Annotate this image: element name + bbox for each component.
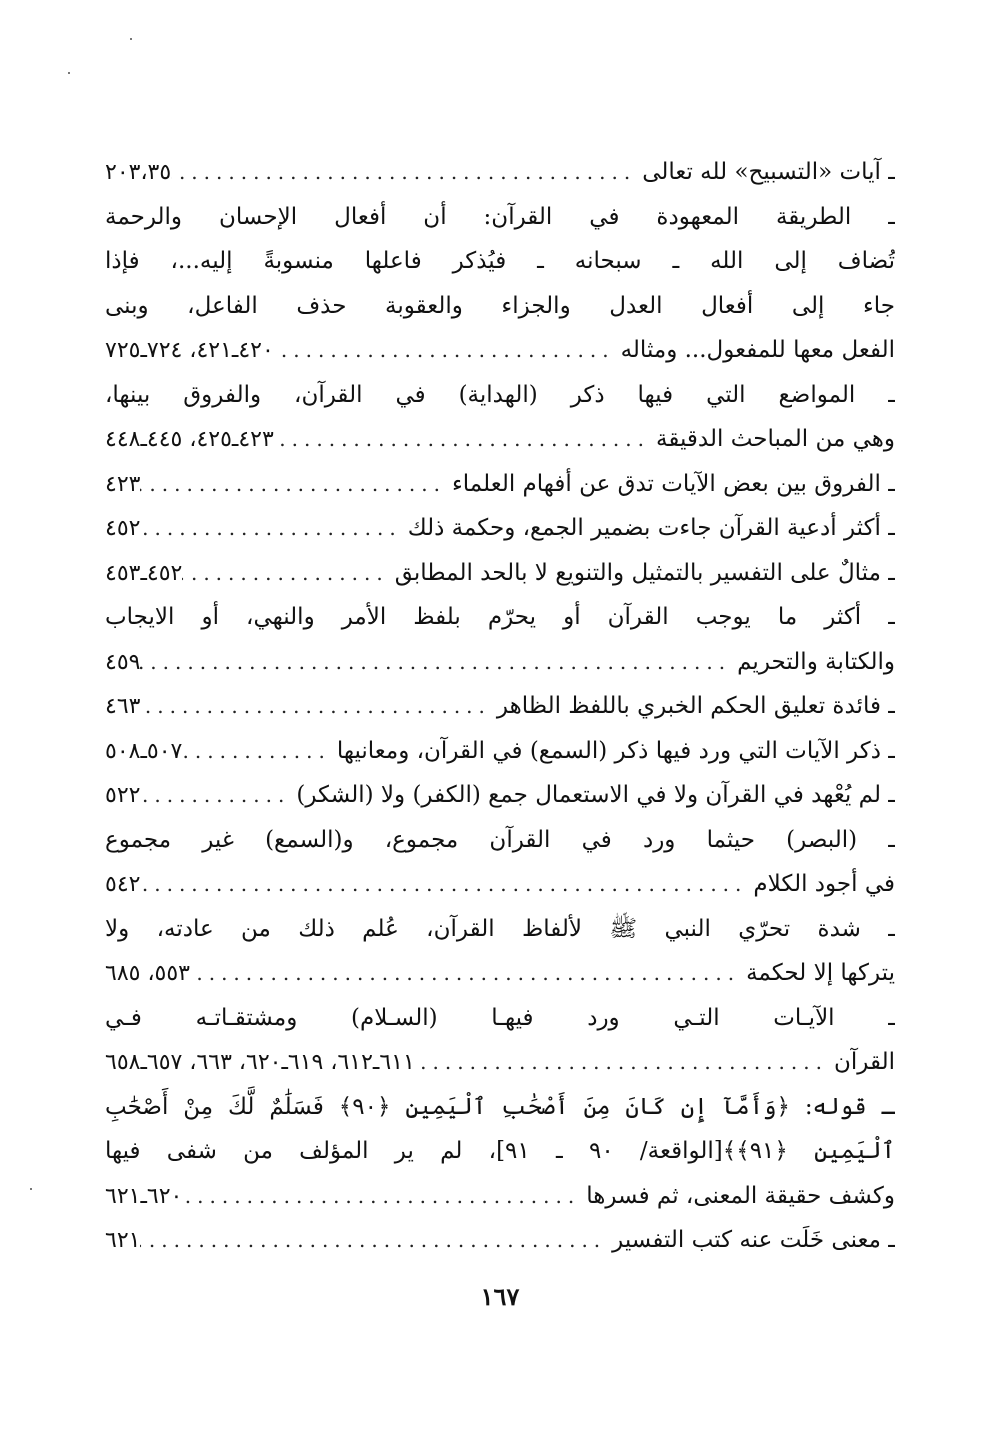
entry-text: والكتابة والتحريم <box>737 648 895 675</box>
dot-leader <box>140 506 407 551</box>
dot-leader <box>140 773 296 818</box>
index-entry-line <box>105 506 895 551</box>
entry-text: القرآن <box>833 1049 895 1075</box>
entry-text: ـ الطريقة المعهودة في القرآن: أن أفعال الإحسان والرحمة <box>105 203 895 230</box>
entry-text: وهي من المباحث الدقيقة <box>656 426 895 452</box>
page-number: ١٦٧ <box>480 1282 520 1311</box>
entry-text: وكشف حقيقة المعنى، ثم فسرها <box>586 1182 895 1209</box>
dot-leader <box>182 551 394 596</box>
page-references: ٤٢٣ <box>105 471 141 497</box>
entry-text: ـ أكثر ما يوجب القرآن أو يحرّم بلفظ الأمر والنهي، أو الايجاب <box>105 604 895 630</box>
page-references: ٦٢٠ـ٦٢١ <box>105 1183 183 1209</box>
index-entry-line <box>105 1129 895 1174</box>
index-entry-line <box>105 373 895 418</box>
entry-text: ـ شدة تحرّي النبي ﷺ لألفاظ القرآن، عُلم ذلك من عادته، ولا <box>105 915 895 942</box>
dot-leader <box>182 729 336 774</box>
index-entry-line <box>105 150 895 195</box>
page-references: ٢٠٣،٣٥ <box>105 160 172 185</box>
entry-text: ـ أكثر أدعية القرآن جاءت بضمير الجمع، وحكمة ذلك <box>407 515 895 541</box>
entry-text: ـ مثالٌ على التفسير بالتمثيل والتنويع لا بالحد المطابق <box>394 559 895 586</box>
entry-text: في أجود الكلام <box>753 871 895 897</box>
index-entry-line <box>105 551 895 596</box>
page-references: ٤٦٣ <box>105 694 141 719</box>
dot-leader <box>140 462 452 507</box>
index-entry-line <box>105 284 895 329</box>
index-entry-line <box>105 462 895 507</box>
index-entry-line <box>105 996 895 1041</box>
entry-text: الفعل معها للمفعول... ومثاله <box>620 337 895 363</box>
page-references: ٤٥٩ <box>105 649 141 675</box>
scan-speck <box>68 72 70 74</box>
entry-text: ـ فائدة تعليق الحكم الخبري باللفظ الظاهر <box>496 693 895 719</box>
entry-text: ـ المواضع التي فيها ذكر (الهداية) في القرآن، والفروق بينها، <box>105 381 895 408</box>
index-entry-line <box>105 1085 895 1130</box>
index-entry-line <box>105 1174 895 1219</box>
dot-leader <box>140 862 753 907</box>
page-references: ٦٢١ <box>105 1228 141 1253</box>
dot-leader <box>415 1040 834 1085</box>
entry-text: ٱلْيَمِينِ ﴿٩١﴾﴾[الواقعة/ ٩٠ ـ ٩١]، لم ير المؤلف من شفى فيها <box>105 1138 895 1164</box>
entry-text: ـ الفروق بين بعض الآيات تدق عن أفهام العلماء <box>451 470 895 497</box>
dot-leader <box>182 1174 586 1219</box>
index-entry-line <box>105 729 895 774</box>
index-entry-line <box>105 239 895 284</box>
entry-text: ـ ذكر الآيات التي ورد فيها ذكر (السمع) في القرآن، ومعانيها <box>336 737 895 764</box>
page-references: ٥٥٣، ٦٨٥ <box>105 961 190 986</box>
dot-leader <box>140 1218 612 1263</box>
page-references: ٤٢٣ـ٤٢٥، ٤٤٥ـ٤٤٨ <box>105 427 274 452</box>
dot-leader <box>140 684 496 729</box>
index-entry-line <box>105 862 895 907</box>
index-entry-line <box>105 1040 895 1085</box>
entry-text: ـ معنى خَلَت عنه كتب التفسير <box>612 1227 895 1253</box>
index-entry-line <box>105 640 895 685</box>
dot-leader <box>171 150 642 195</box>
dot-leader <box>190 951 746 996</box>
entry-text: ـ آيات «التسبيح» لله تعالى <box>642 159 895 185</box>
index-entry-line <box>105 595 895 640</box>
index-entry-line <box>105 773 895 818</box>
entry-text: جاء إلى أفعال العدل والجزاء والعقوبة حذف الفاعل، وبنى <box>105 292 895 319</box>
dot-leader <box>140 640 737 685</box>
page-references: ٥٤٢ <box>105 872 141 897</box>
index-entry-line <box>105 951 895 996</box>
entry-text: ـ الآيـات التـي ورد فيهـا (السـلام) ومشتقـاتـه فـي <box>105 1004 895 1031</box>
index-entry-line <box>105 818 895 863</box>
entry-text: يتركها إلا لحكمة <box>746 960 895 986</box>
page-references: ٦١١ـ٦١٢، ٦١٩ـ٦٢٠، ٦٦٣، ٦٥٧ـ٦٥٨ <box>105 1050 415 1075</box>
subject-index-list <box>105 150 895 1263</box>
page-references: ٥٠٧ـ٥٠٨ <box>105 738 183 764</box>
index-entry-line <box>105 417 895 462</box>
page-references: ٤٥٢ <box>105 516 141 541</box>
index-entry-line <box>105 195 895 240</box>
dot-leader <box>274 328 621 373</box>
dot-leader <box>274 417 656 462</box>
entry-text: ـ لم يُعْهد في القرآن ولا في الاستعمال جمع (الكفر) ولا (الشكر) <box>296 782 895 808</box>
page-references: ٤٥٢ـ٤٥٣ <box>105 560 183 586</box>
entry-text: ـ (البصر) حيثما ورد في القرآن مجموع، و(السمع) غير مجموع <box>105 826 895 853</box>
entry-text: تُضاف إلى الله ـ سبحانه ـ فيُذكر فاعلها منسوبةً إليه...، فإذا <box>105 248 895 274</box>
index-entry-line <box>105 907 895 952</box>
page-references: ٥٢٢ <box>105 783 141 808</box>
entry-text: ـ قوله: ﴿وَأَمَّآ إِن كَانَ مِنَ أَصْحَٰبِ ٱلْيَمِينِ ﴿٩٠﴾ فَسَلَٰمٌ لَّكَ مِنْ أَصْحَٰبِ <box>105 1093 895 1120</box>
scan-speck <box>130 38 132 40</box>
index-entry-line <box>105 1218 895 1263</box>
index-entry-line <box>105 328 895 373</box>
scan-speck <box>30 1188 32 1190</box>
index-entry-line <box>105 684 895 729</box>
page-references: ٤٢٠ـ٤٢١، ٧٢٤ـ٧٢٥ <box>105 338 274 363</box>
